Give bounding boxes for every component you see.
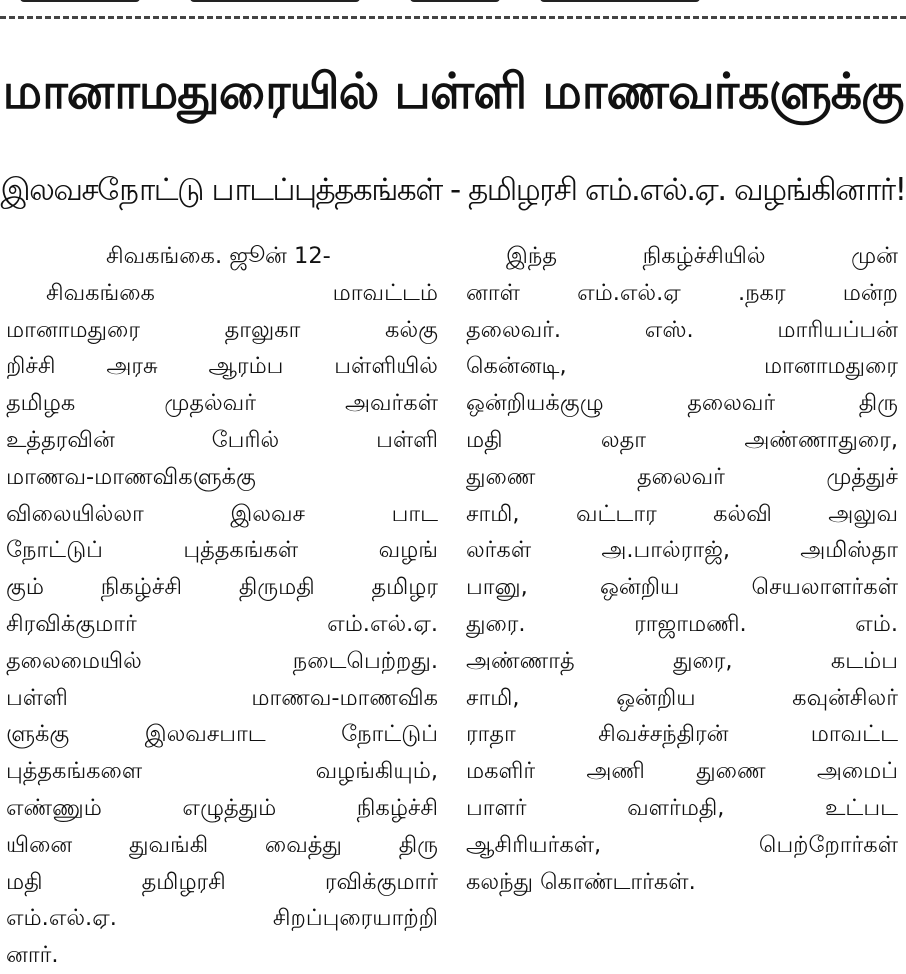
text-line: பாளர் வளர்மதி, உட்பட — [466, 794, 898, 821]
text-line: ராதா சிவச்சந்திரன் மாவட்ட — [466, 721, 898, 748]
text-line: விலையில்லா இலவச பாட — [6, 500, 438, 527]
text-line: இந்த நிகழ்ச்சியில் முன் — [506, 243, 898, 269]
text-line: லர்கள் அ.பால்ராஜ், அமிஸ்தா — [466, 537, 898, 564]
article-column-right — [466, 238, 898, 900]
text-line: மாணவ-மாணவிகளுக்கு — [6, 463, 256, 490]
text-line: கும் நிகழ்ச்சி திருமதி தமிழர — [6, 574, 438, 601]
article-column-left — [6, 238, 438, 974]
text-line: யினை துவங்கி வைத்து திரு — [6, 831, 438, 858]
text-line: உத்தரவின் பேரில் பள்ளி — [6, 426, 438, 453]
text-line: னாள் எம்.எல்.ஏ .நகர மன்ற — [466, 279, 898, 306]
text-line: சாமி, வட்டார கல்வி அலுவ — [466, 500, 898, 527]
text-line: துணை தலைவர் முத்துச் — [466, 463, 898, 490]
text-line: மதி தமிழரசி ரவிக்குமார் — [6, 868, 438, 895]
headline: மானாமதுரையில் பள்ளி மாணவர்களுக்கு — [2, 63, 904, 120]
text-line: புத்தகங்களை வழங்கியும், — [6, 758, 438, 785]
text-line: ஆசிரியர்கள், பெற்றோர்கள் — [466, 831, 898, 858]
text-line: தலைமையில் நடைபெற்றது. — [6, 647, 438, 674]
subheadline: இலவசநோட்டு பாடப்புத்தகங்கள் - தமிழரசி எம்.எல்.ஏ. வழங்கினார்! — [0, 172, 906, 208]
text-line: மானாமதுரை தாலுகா கல்கு — [6, 316, 438, 343]
text-line: னார். — [6, 942, 59, 969]
text-line: பள்ளி மாணவ-மாணவிக — [6, 684, 438, 711]
text-line: அண்ணாத் துரை, கடம்ப — [466, 647, 898, 674]
text-line: தலைவர். எஸ். மாரியப்பன் — [466, 316, 898, 343]
text-line: கலந்து கொண்டார்கள். — [466, 868, 696, 895]
text-line: எண்ணும் எழுத்தும் நிகழ்ச்சி — [6, 794, 438, 821]
text-line: நோட்டுப் புத்தகங்கள் வழங் — [6, 537, 438, 564]
text-line: சிவகங்கை மாவட்டம் — [46, 279, 438, 306]
text-line: துரை. ராஜாமணி. எம். — [466, 610, 898, 637]
text-line: மதி லதா அண்ணாதுரை, — [466, 426, 898, 453]
text-line: கென்னடி, மானாமதுரை — [466, 353, 898, 380]
previous-article-text-remnant — [0, 0, 906, 8]
text-line: சிரவிக்குமார் எம்.எல்.ஏ. — [6, 610, 438, 637]
dateline: சிவகங்கை. ஜூன் 12- — [106, 243, 331, 269]
dashed-separator — [0, 16, 906, 19]
text-line: மகளிர் அணி துணை அமைப் — [466, 758, 898, 785]
text-line: தமிழக முதல்வர் அவர்கள் — [6, 390, 438, 417]
text-line: ளுக்கு இலவசபாட நோட்டுப் — [6, 721, 438, 748]
text-line: றிச்சி அரசு ஆரம்ப பள்ளியில் — [6, 353, 438, 380]
text-line: ஒன்றியக்குழு தலைவர் திரு — [466, 390, 898, 417]
text-line: சாமி, ஒன்றிய கவுன்சிலர் — [466, 684, 898, 711]
text-line: பானு, ஒன்றிய செயலாளர்கள் — [466, 574, 898, 601]
text-line: எம்.எல்.ஏ. சிறப்புரையாற்றி — [6, 905, 438, 932]
